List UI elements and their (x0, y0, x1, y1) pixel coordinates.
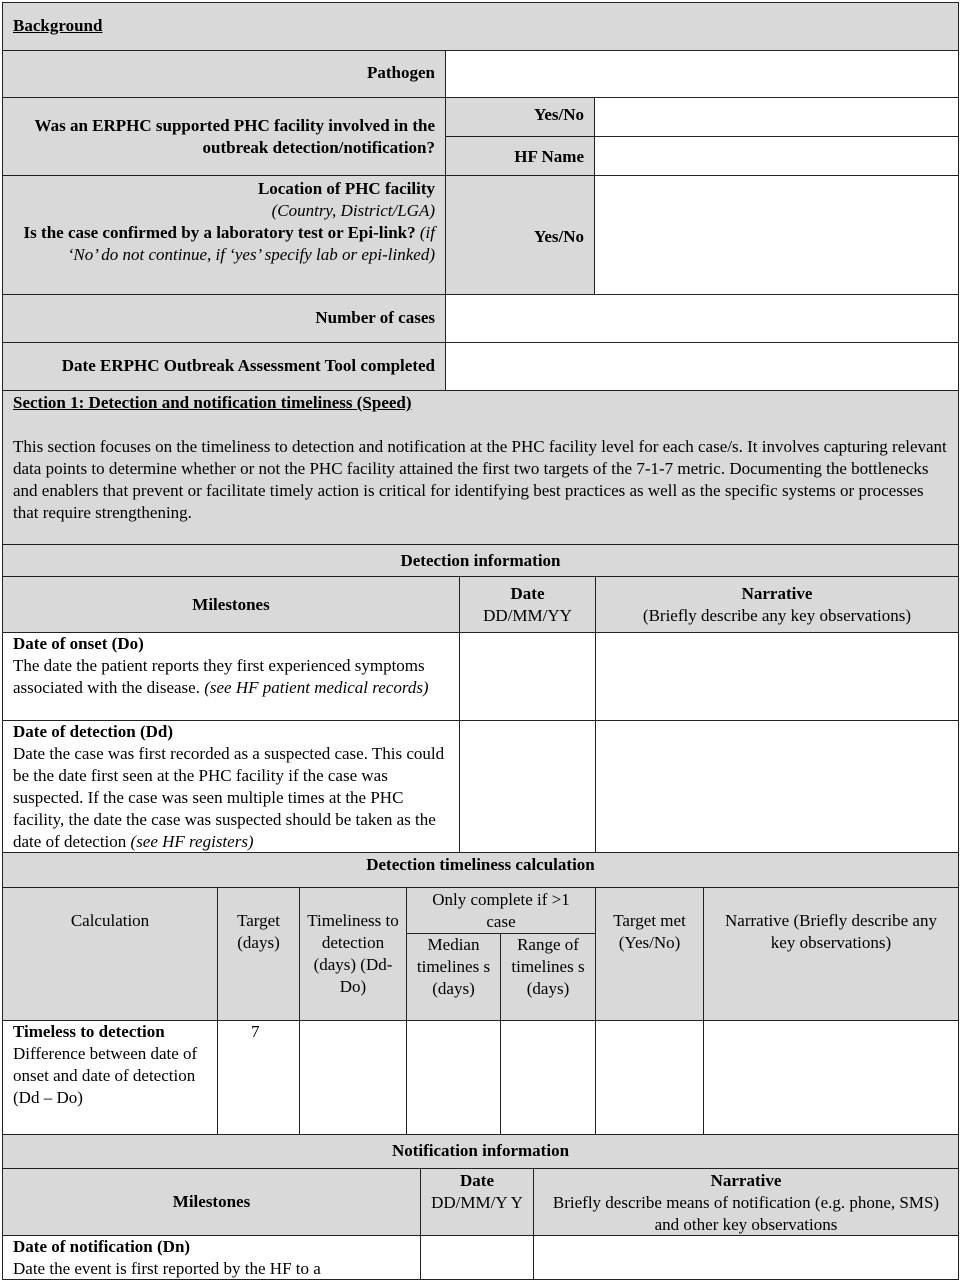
calc-narrative-input[interactable] (703, 1020, 959, 1135)
detection-narrative-input[interactable] (595, 720, 959, 853)
notification-info-title: Notification information (391, 1141, 570, 1160)
notification-date-header (420, 1168, 534, 1236)
notification-narrative-hint: Briefly describe means of notification (e.g. phone, SMS) and other key observations (552, 1193, 940, 1234)
notification-date-input[interactable] (420, 1235, 534, 1280)
calc-row-target: 7 (251, 1022, 260, 1041)
calc-target-met-header (595, 887, 704, 1021)
detection-milestones: Milestones (192, 595, 270, 614)
onset-narrative-input[interactable] (595, 632, 959, 721)
calc-narrative-label: Narrative (Briefly describe any key observations) (725, 911, 937, 952)
pathogen-input[interactable] (445, 50, 959, 98)
calc-target-header (217, 887, 300, 1021)
notification-narrative-label: Narrative (710, 1171, 782, 1190)
yes-no-2: Yes/No (533, 227, 584, 246)
erphc-question: Was an ERPHC supported PHC facility involved in the outbreak detection/notification? (34, 116, 435, 157)
notification-date-label: Date (460, 1171, 494, 1190)
yes-no-1: Yes/No (533, 105, 584, 124)
calc-target-met-input[interactable] (595, 1020, 704, 1135)
notification-date-format: DD/MM/Y Y (431, 1193, 523, 1212)
onset-date-input[interactable] (459, 632, 596, 721)
dn-desc: Date the event is first reported by the HF to a (13, 1259, 321, 1278)
number-of-cases-cell (2, 294, 446, 343)
detection-date-header (459, 576, 596, 633)
date-completed-input[interactable] (445, 342, 959, 391)
background-heading: Background (13, 16, 103, 35)
location-confirmed-cell (2, 175, 446, 295)
detection-narrative-header (595, 576, 959, 633)
calc-row-formula: (Dd – Do) (13, 1088, 83, 1107)
background-heading-cell (2, 2, 959, 51)
calc-timeliness-label: Timeliness to detection (days) (Dd-Do) (307, 911, 399, 996)
location-hint: (Country, District/LGA) (271, 201, 435, 220)
detection-narrative-label: Narrative (741, 584, 813, 603)
detection-title: Date of detection (Dd) (13, 722, 174, 741)
calc-row-desc: Difference between date of onset and date of detection (13, 1044, 198, 1085)
detection-milestone-cell (2, 720, 460, 853)
calc-row-cell (2, 1020, 218, 1135)
pathogen-label-cell (2, 50, 446, 98)
onset-hint: (see HF patient medical records) (204, 678, 429, 697)
notification-info-title-cell (2, 1134, 959, 1169)
calc-timeliness-header (299, 887, 407, 1021)
yes-no-1-cell (445, 97, 595, 137)
calc-range-label: Range of timelines s (days) (511, 935, 585, 998)
yes-no-2-cell (445, 175, 595, 295)
calc-median-label: Median timelines s (days) (416, 935, 491, 998)
calc-target-label: Target (days) (237, 911, 280, 952)
erphc-involved-input[interactable] (594, 97, 959, 137)
notification-milestone-cell (2, 1235, 421, 1280)
number-of-cases-label: Number of cases (315, 308, 435, 327)
detection-calc-title-cell (2, 852, 959, 888)
detection-date-format: DD/MM/YY (483, 606, 572, 625)
confirmed-input[interactable] (594, 175, 959, 295)
section1-cell (2, 390, 959, 545)
confirmed-hint: (if ‘No’ do not continue, if ‘yes’ specify lab or epi-linked) (67, 223, 435, 264)
detection-narrative-hint: (Briefly describe any key observations) (642, 606, 912, 625)
calc-only-complete-label: Only complete if >1 case (432, 890, 570, 931)
calc-row-target-cell (217, 1020, 300, 1135)
date-completed-cell (2, 342, 446, 391)
date-completed-label: Date ERPHC Outbreak Assessment Tool completed (61, 356, 435, 375)
notification-narrative-header (533, 1168, 959, 1236)
detection-milestones-header (2, 576, 460, 633)
detection-calc-title: Detection timeliness calculation (366, 855, 595, 874)
detection-info-title-cell (2, 544, 959, 577)
section1-description: This section focuses on the timeliness to detection and notification at the PHC facility level for each case/s. It involves capturing relevant data points to determine whether or not the PHC facility attained the first two targets of the 7-1-7 metric. Documenting the bottlenecks and enablers that prevent or facilitate timely action is critical for identifying best practices as well as the specific systems or processes that require strengthening. (13, 437, 947, 522)
onset-desc: The date the patient reports they first experienced symptoms associated with the disease. (13, 656, 425, 697)
section1-title: Section 1: Detection and notification timeliness (Speed) (13, 393, 412, 412)
hf-name-input[interactable] (594, 136, 959, 176)
detection-date-label: Date (510, 584, 545, 603)
dn-title: Date of notification (Dn) (13, 1237, 191, 1256)
number-of-cases-input[interactable] (445, 294, 959, 343)
detection-desc: Date the case was first recorded as a suspected case. This could be the date first seen at the PHC facility if the case was suspected. If the case was seen multiple times at the PHC facility, the date the case was suspected should be taken as the date of detection (13, 744, 445, 851)
pathogen-label: Pathogen (367, 63, 435, 82)
hf-name-label-cell (445, 136, 595, 176)
calc-row-title: Timeless to detection (13, 1022, 165, 1041)
calc-calculation-header (2, 887, 218, 1021)
calc-target-met-label: Target met (Yes/No) (613, 911, 686, 952)
confirmed-question: Is the case confirmed by a laboratory test or Epi-link? (23, 223, 416, 242)
onset-title: Date of onset (Do) (13, 634, 144, 653)
calc-range-header (500, 933, 596, 1021)
calc-median-header (406, 933, 501, 1021)
onset-milestone-cell (2, 632, 460, 721)
calc-narrative-header (703, 887, 959, 1021)
detection-info-title: Detection information (400, 551, 561, 570)
detection-hint: (see HF registers) (130, 832, 254, 851)
notification-narrative-input[interactable] (533, 1235, 959, 1280)
notification-milestones-header (2, 1168, 421, 1236)
detection-date-input[interactable] (459, 720, 596, 853)
calc-only-complete-header (406, 887, 596, 934)
calc-timeliness-input[interactable] (299, 1020, 407, 1135)
calc-range-input[interactable] (500, 1020, 596, 1135)
calc-calculation-label: Calculation (70, 911, 150, 930)
erphc-question-cell (2, 97, 446, 176)
calc-median-input[interactable] (406, 1020, 501, 1135)
notification-milestones: Milestones (172, 1192, 251, 1211)
hf-name-label: HF Name (514, 147, 584, 166)
location-label: Location of PHC facility (257, 179, 435, 198)
